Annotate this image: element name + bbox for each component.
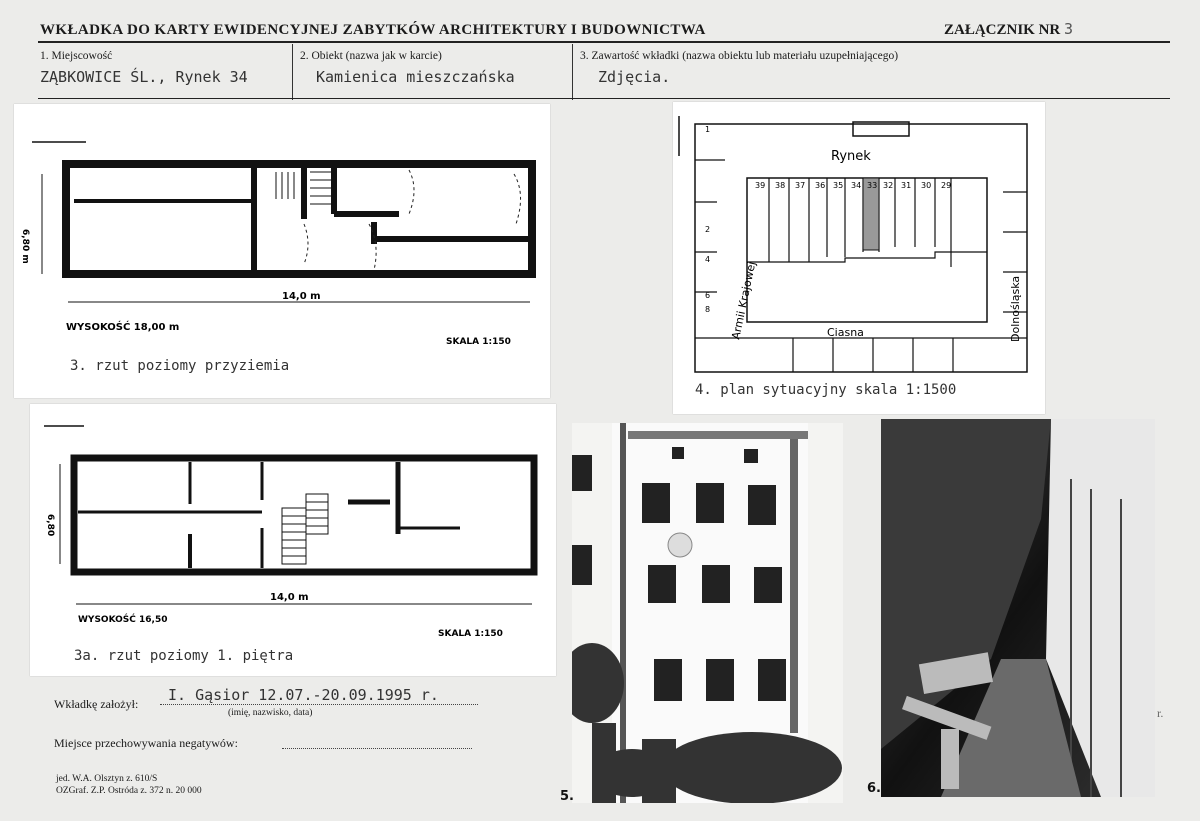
- founded-line: [160, 704, 478, 705]
- ground-height: WYSOKOŚĆ 18,00 m: [66, 322, 180, 333]
- field-2-label: 2. Obiekt (nazwa jak w karcie): [300, 50, 442, 62]
- header-rule: [38, 41, 1170, 43]
- house-number: 37: [795, 181, 806, 190]
- house-number: 33: [867, 181, 878, 190]
- print-line-2: OZGraf. Z.P. Ostróda z. 372 n. 20 000: [56, 786, 202, 796]
- first-depth-dim: 6,80: [45, 514, 55, 537]
- photo-5-number: 5.: [560, 789, 574, 804]
- field-1-label: 1. Miejscowość: [40, 50, 113, 62]
- facade-photo-image: [572, 423, 843, 803]
- annex-label: [944, 20, 1073, 39]
- form-title: WKŁADKA DO KARTY EWIDENCYJNEJ ZABYTKÓW ARCHITEKTURY I BUDOWNICTWA: [40, 22, 706, 38]
- ground-depth-dim: 6,80 m: [20, 229, 30, 264]
- street-armii-krajowej: Armii Krajowej: [729, 260, 759, 341]
- annex-label-text: ZAŁĄCZNIK NR: [944, 22, 1061, 38]
- left-house-number: 4: [705, 255, 711, 264]
- storage-line: [282, 748, 472, 749]
- first-height: WYSOKOŚĆ 16,50: [78, 615, 168, 625]
- site-plan: [673, 102, 1045, 414]
- fields-rule: [38, 98, 1170, 99]
- house-number: 29: [941, 181, 952, 190]
- founded-hint: (imię, nazwisko, data): [228, 708, 313, 718]
- left-house-number: 1: [705, 125, 711, 134]
- field-divider: [292, 44, 293, 100]
- corridor-photo-image: [881, 419, 1155, 797]
- house-number: 39: [755, 181, 766, 190]
- site-plan-drawing: [673, 102, 1045, 414]
- corridor-photo: [867, 419, 1155, 797]
- field-3-value: Zdjęcia.: [598, 68, 671, 86]
- first-floor-plan: [30, 404, 556, 676]
- house-number: 34: [851, 181, 862, 190]
- field-1-value: ZĄBKOWICE ŚL., Rynek 34: [40, 68, 248, 86]
- storage-label: Miejsce przechowywania negatywów:: [54, 736, 238, 750]
- field-2-value: Kamienica mieszczańska: [316, 68, 515, 86]
- house-number: 32: [883, 181, 894, 190]
- founded-value: I. Gąsior 12.07.-20.09.1995 r.: [168, 686, 439, 704]
- house-number: 36: [815, 181, 826, 190]
- print-line-1: jed. W.A. Olsztyn z. 610/S: [56, 774, 158, 784]
- annex-number: 3: [1064, 20, 1074, 38]
- photo-6-number: 6.: [867, 781, 881, 796]
- left-house-number: 6: [705, 291, 711, 300]
- field-3-label: 3. Zawartość wkładki (nazwa obiektu lub materiału uzupełniającego): [580, 50, 899, 62]
- left-house-number: 8: [705, 305, 711, 314]
- first-floor-caption: 3a. rzut poziomy 1. piętra: [74, 648, 294, 664]
- street-rynek: Rynek: [831, 149, 871, 164]
- street-ciasna: Ciasna: [827, 326, 864, 339]
- ground-scale: SKALA 1:150: [446, 337, 511, 347]
- site-plan-caption: 4. plan sytuacyjny skala 1:1500: [695, 382, 957, 398]
- first-scale: SKALA 1:150: [438, 629, 503, 639]
- house-number: 31: [901, 181, 912, 190]
- facade-photo: [560, 423, 843, 804]
- first-floor-drawing: [30, 404, 556, 676]
- founded-label: Wkładkę założył:: [54, 697, 139, 711]
- ground-floor-plan: [14, 104, 550, 398]
- house-number: 35: [833, 181, 844, 190]
- first-width-dim: 14,0 m: [270, 592, 309, 603]
- house-number: 38: [775, 181, 786, 190]
- stray-mark: r.: [1157, 706, 1164, 720]
- street-dolnoslaska: Dolnośląska: [1009, 275, 1022, 342]
- left-house-number: 2: [705, 225, 711, 234]
- house-number: 30: [921, 181, 932, 190]
- field-divider: [572, 44, 573, 100]
- ground-width-dim: 14,0 m: [282, 291, 321, 302]
- ground-floor-drawing: [14, 104, 550, 398]
- ground-floor-caption: 3. rzut poziomy przyziemia: [70, 358, 290, 374]
